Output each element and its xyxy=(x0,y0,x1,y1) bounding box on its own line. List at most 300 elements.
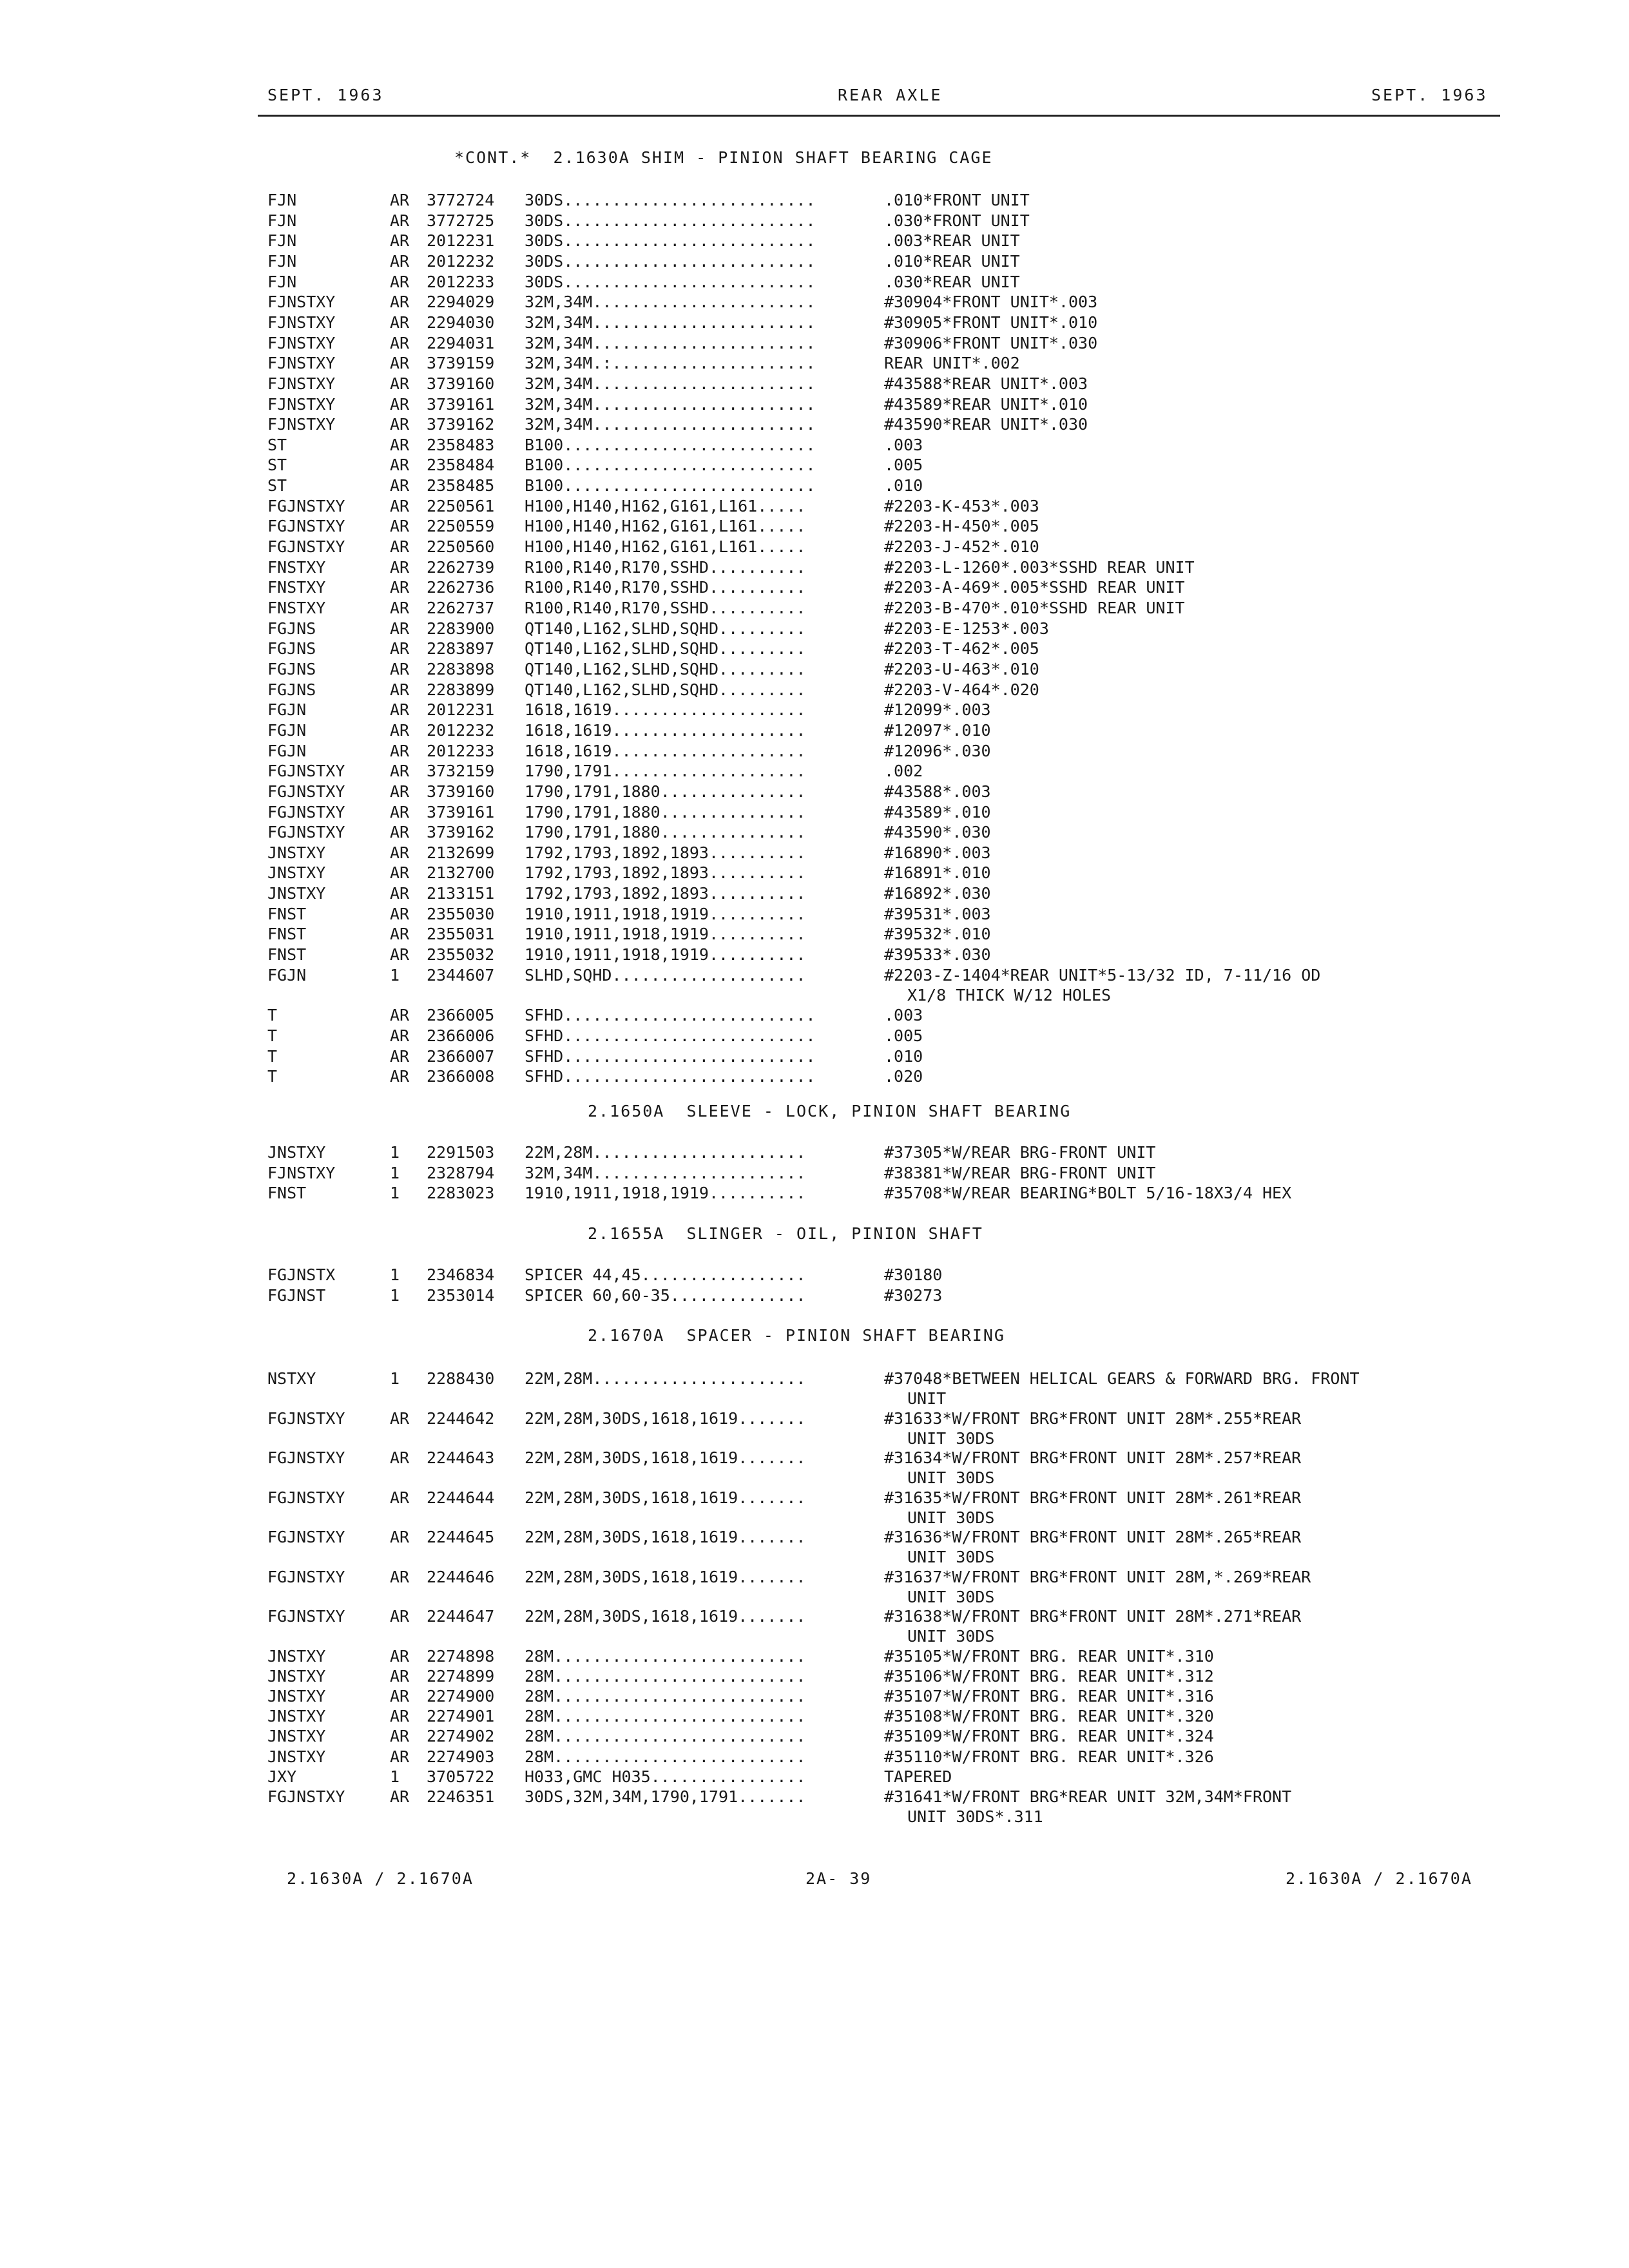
part-number: 2262737 xyxy=(427,599,495,617)
quantity: AR xyxy=(390,1528,410,1546)
application: QT140,L162,SLHD,SQHD......... xyxy=(525,680,806,699)
model-code: FGJNSTXY xyxy=(267,496,345,515)
part-number: 2244643 xyxy=(427,1448,495,1467)
application: 1910,1911,1918,1919.......... xyxy=(525,904,806,923)
note: TAPERED xyxy=(884,1767,952,1786)
table-row xyxy=(0,1026,1629,1046)
table-row xyxy=(0,761,1629,781)
application: 1792,1793,1892,1893.......... xyxy=(525,843,806,862)
note: #35110*W/FRONT BRG. REAR UNIT*.326 xyxy=(884,1747,1214,1766)
table-row xyxy=(0,924,1629,944)
section-title: 2.1670A SPACER - PINION SHAFT BEARING xyxy=(588,1326,1005,1345)
table-row xyxy=(0,1787,1629,1807)
part-number: 2294031 xyxy=(427,333,495,352)
quantity: AR xyxy=(390,272,410,291)
note: #2203-V-464*.020 xyxy=(884,680,1039,699)
application: 32M,34M...................... xyxy=(525,1163,806,1182)
note: #35106*W/FRONT BRG. REAR UNIT*.312 xyxy=(884,1666,1214,1686)
note: .010 xyxy=(884,476,923,495)
part-number: 3772724 xyxy=(427,191,495,209)
quantity: AR xyxy=(390,1006,410,1025)
table-row xyxy=(0,1163,1629,1183)
model-code: FGJNSTXY xyxy=(267,1528,345,1546)
model-code: JNSTXY xyxy=(267,1727,326,1746)
note: #37048*BETWEEN HELICAL GEARS & FORWARD BRG. FRONT xyxy=(884,1369,1360,1388)
quantity: 1 xyxy=(390,1143,400,1162)
table-row xyxy=(0,1527,1629,1547)
quantity: AR xyxy=(390,904,410,923)
table-row xyxy=(0,1488,1629,1508)
application: SFHD.......................... xyxy=(525,1006,816,1025)
table-row xyxy=(0,577,1629,597)
table-row xyxy=(0,312,1629,332)
model-code: T xyxy=(267,1006,278,1025)
note: #35108*W/FRONT BRG. REAR UNIT*.320 xyxy=(884,1707,1214,1726)
note: #2203-J-452*.010 xyxy=(884,537,1039,557)
part-number: 2358485 xyxy=(427,476,495,495)
note: #39533*.030 xyxy=(884,945,991,965)
quantity: AR xyxy=(390,1448,410,1467)
quantity: AR xyxy=(390,231,410,251)
part-number: 2355030 xyxy=(427,904,495,923)
note: #2203-K-453*.003 xyxy=(884,496,1039,515)
application: 32M,34M....................... xyxy=(525,415,816,434)
section-title: 2.1650A SLEEVE - LOCK, PINION SHAFT BEARING xyxy=(588,1102,1072,1120)
model-code: FJNSTXY xyxy=(267,354,336,373)
quantity: AR xyxy=(390,802,410,822)
model-code: T xyxy=(267,1046,278,1066)
quantity: AR xyxy=(390,700,410,720)
note: #31636*W/FRONT BRG*FRONT UNIT 28M*.265*REAR xyxy=(884,1528,1302,1546)
quantity: AR xyxy=(390,191,410,209)
table-row xyxy=(0,1686,1629,1706)
application: R100,R140,R170,SSHD.......... xyxy=(525,578,806,597)
note: #30180 xyxy=(884,1265,943,1284)
note: #43588*.003 xyxy=(884,782,991,801)
application: 22M,28M,30DS,1618,1619....... xyxy=(525,1567,806,1586)
application: 22M,28M,30DS,1618,1619....... xyxy=(525,1488,806,1507)
part-number: 3772725 xyxy=(427,211,495,230)
part-number: 2291503 xyxy=(427,1143,495,1162)
quantity: AR xyxy=(390,619,410,638)
table-row xyxy=(0,659,1629,679)
quantity: AR xyxy=(390,945,410,965)
note-continuation: UNIT 30DS xyxy=(907,1627,995,1646)
quantity: AR xyxy=(390,1787,410,1806)
note: #12099*.003 xyxy=(884,700,991,720)
application: 1790,1791,1880............... xyxy=(525,782,806,801)
part-number: 3739160 xyxy=(427,782,495,801)
quantity: AR xyxy=(390,374,410,393)
application: B100.......................... xyxy=(525,456,816,475)
table-row xyxy=(0,802,1629,822)
part-number: 2012231 xyxy=(427,231,495,251)
model-code: FGJNS xyxy=(267,659,316,678)
model-code: FJNSTXY xyxy=(267,333,336,352)
header-right: SEPT. 1963 xyxy=(1371,86,1488,104)
quantity: AR xyxy=(390,1607,410,1626)
part-number: 2366006 xyxy=(427,1026,495,1045)
note: .010*REAR UNIT xyxy=(884,251,1020,271)
model-code: ST xyxy=(267,476,287,495)
note: #31635*W/FRONT BRG*FRONT UNIT 28M*.261*REAR xyxy=(884,1488,1302,1507)
quantity: AR xyxy=(390,741,410,760)
model-code: JNSTXY xyxy=(267,1646,326,1666)
application: 1618,1619.................... xyxy=(525,700,806,720)
quantity: AR xyxy=(390,394,410,414)
note-continuation: UNIT 30DS xyxy=(907,1508,995,1527)
model-code: FGJNSTXY xyxy=(267,1448,345,1467)
note: .003*REAR UNIT xyxy=(884,231,1020,251)
application: SFHD.......................... xyxy=(525,1046,816,1066)
note: #2203-L-1260*.003*SSHD REAR UNIT xyxy=(884,557,1195,577)
table-row xyxy=(0,1747,1629,1767)
part-number: 2294030 xyxy=(427,312,495,332)
table-row xyxy=(0,1767,1629,1787)
model-code: JXY xyxy=(267,1767,297,1786)
note-continuation: UNIT 30DS xyxy=(907,1468,995,1487)
note: .030*REAR UNIT xyxy=(884,272,1020,291)
quantity: AR xyxy=(390,435,410,454)
model-code: FJN xyxy=(267,191,297,209)
quantity: AR xyxy=(390,762,410,781)
note: #37305*W/REAR BRG-FRONT UNIT xyxy=(884,1143,1156,1162)
section-title: 2.1655A SLINGER - OIL, PINION SHAFT xyxy=(588,1224,983,1243)
model-code: FJN xyxy=(267,231,297,251)
table-row xyxy=(0,333,1629,353)
model-code: JNSTXY xyxy=(267,1686,326,1706)
application: 22M,28M,30DS,1618,1619....... xyxy=(525,1528,806,1546)
note: .020 xyxy=(884,1067,923,1086)
note: #16890*.003 xyxy=(884,843,991,862)
quantity: AR xyxy=(390,599,410,617)
part-number: 2283899 xyxy=(427,680,495,699)
table-row xyxy=(0,292,1629,312)
application: 1790,1791,1880............... xyxy=(525,802,806,822)
model-code: JNSTXY xyxy=(267,1143,326,1162)
model-code: FNSTXY xyxy=(267,578,326,597)
model-code: FJNSTXY xyxy=(267,312,336,332)
table-row xyxy=(0,598,1629,618)
quantity: AR xyxy=(390,1046,410,1066)
part-number: 2288430 xyxy=(427,1369,495,1388)
part-number: 2283023 xyxy=(427,1184,495,1202)
part-number: 2274902 xyxy=(427,1727,495,1746)
part-number: 2012233 xyxy=(427,741,495,760)
quantity: AR xyxy=(390,1666,410,1686)
note: #30904*FRONT UNIT*.003 xyxy=(884,293,1098,312)
model-code: FGJN xyxy=(267,700,307,720)
application: B100.......................... xyxy=(525,476,816,495)
part-number: 2358484 xyxy=(427,456,495,475)
note: #35107*W/FRONT BRG. REAR UNIT*.316 xyxy=(884,1686,1214,1706)
table-row xyxy=(0,231,1629,251)
table-row xyxy=(0,516,1629,536)
quantity: AR xyxy=(390,659,410,678)
note: #43588*REAR UNIT*.003 xyxy=(884,374,1088,393)
table-row xyxy=(0,374,1629,394)
note: .010*FRONT UNIT xyxy=(884,191,1030,209)
note-continuation: UNIT 30DS xyxy=(907,1587,995,1606)
part-number: 2366005 xyxy=(427,1006,495,1025)
quantity: AR xyxy=(390,251,410,271)
application: QT140,L162,SLHD,SQHD......... xyxy=(525,639,806,658)
application: 32M,34M....................... xyxy=(525,394,816,414)
header-rule xyxy=(258,115,1500,117)
application: H033,GMC H035................ xyxy=(525,1767,806,1786)
table-row xyxy=(0,965,1629,985)
application: QT140,L162,SLHD,SQHD......... xyxy=(525,619,806,638)
model-code: FJN xyxy=(267,211,297,230)
application: 28M.......................... xyxy=(525,1707,806,1726)
table-row xyxy=(0,741,1629,761)
part-number: 2283897 xyxy=(427,639,495,658)
part-number: 2262739 xyxy=(427,557,495,577)
note: #31633*W/FRONT BRG*FRONT UNIT 28M*.255*REAR xyxy=(884,1408,1302,1428)
table-row xyxy=(0,863,1629,883)
application: QT140,L162,SLHD,SQHD......... xyxy=(525,659,806,678)
note-continuation: UNIT 30DS*.311 xyxy=(907,1807,1043,1826)
quantity: AR xyxy=(390,1686,410,1706)
application: 30DS.......................... xyxy=(525,231,816,251)
part-number: 2250561 xyxy=(427,496,495,515)
model-code: FGJNSTXY xyxy=(267,823,345,842)
part-number: 2250560 xyxy=(427,537,495,557)
part-number: 3739162 xyxy=(427,823,495,842)
model-code: FJNSTXY xyxy=(267,293,336,312)
quantity: AR xyxy=(390,1567,410,1586)
model-code: FJN xyxy=(267,272,297,291)
table-row xyxy=(0,1726,1629,1746)
model-code: FJN xyxy=(267,251,297,271)
part-number: 2274901 xyxy=(427,1707,495,1726)
table-row xyxy=(0,1666,1629,1686)
note: #35708*W/REAR BEARING*BOLT 5/16-18X3/4 HEX xyxy=(884,1184,1292,1202)
quantity: AR xyxy=(390,680,410,699)
quantity: AR xyxy=(390,578,410,597)
table-row xyxy=(0,414,1629,434)
note: .030*FRONT UNIT xyxy=(884,211,1030,230)
application: R100,R140,R170,SSHD.......... xyxy=(525,557,806,577)
application: SFHD.......................... xyxy=(525,1026,816,1045)
part-number: 2274899 xyxy=(427,1666,495,1686)
application: 28M.......................... xyxy=(525,1747,806,1766)
quantity: AR xyxy=(390,1646,410,1666)
part-number: 2012233 xyxy=(427,272,495,291)
application: 22M,28M...................... xyxy=(525,1143,806,1162)
quantity: AR xyxy=(390,823,410,842)
application: 28M.......................... xyxy=(525,1646,806,1666)
model-code: FGJNSTXY xyxy=(267,782,345,801)
table-row xyxy=(0,700,1629,720)
application: 1618,1619.................... xyxy=(525,741,806,760)
part-number: 2355032 xyxy=(427,945,495,965)
model-code: T xyxy=(267,1026,278,1045)
application: 1792,1793,1892,1893.......... xyxy=(525,884,806,903)
part-number: 2366008 xyxy=(427,1067,495,1086)
quantity: 1 xyxy=(390,1163,400,1182)
model-code: FJNSTXY xyxy=(267,374,336,393)
model-code: FNST xyxy=(267,904,307,923)
quantity: 1 xyxy=(390,965,400,985)
application: 28M.......................... xyxy=(525,1727,806,1746)
model-code: FGJNSTXY xyxy=(267,517,345,536)
model-code: FNST xyxy=(267,945,307,965)
table-row xyxy=(0,1448,1629,1468)
application: 1790,1791.................... xyxy=(525,762,806,781)
model-code: FJNSTXY xyxy=(267,394,336,414)
table-row xyxy=(0,904,1629,924)
model-code: FGJN xyxy=(267,965,307,985)
part-number: 2294029 xyxy=(427,293,495,312)
note: #2203-U-463*.010 xyxy=(884,659,1039,678)
part-number: 2012231 xyxy=(427,700,495,720)
part-number: 2344607 xyxy=(427,965,495,985)
model-code: FJNSTXY xyxy=(267,1163,336,1182)
application: 28M.......................... xyxy=(525,1686,806,1706)
model-code: FGJNSTXY xyxy=(267,1567,345,1586)
model-code: NSTXY xyxy=(267,1369,316,1388)
note-continuation: X1/8 THICK W/12 HOLES xyxy=(907,985,1112,1004)
model-code: FGJNSTXY xyxy=(267,1787,345,1806)
note: #35109*W/FRONT BRG. REAR UNIT*.324 xyxy=(884,1727,1214,1746)
application: SFHD.......................... xyxy=(525,1067,816,1086)
application: 22M,28M,30DS,1618,1619....... xyxy=(525,1448,806,1467)
table-row xyxy=(0,251,1629,271)
model-code: JNSTXY xyxy=(267,1707,326,1726)
note: .010 xyxy=(884,1046,923,1066)
note: .005 xyxy=(884,456,923,475)
part-number: 2346834 xyxy=(427,1265,495,1284)
quantity: AR xyxy=(390,496,410,515)
application: 1910,1911,1918,1919.......... xyxy=(525,945,806,965)
table-row xyxy=(0,883,1629,903)
application: 1618,1619.................... xyxy=(525,720,806,740)
application: 22M,28M...................... xyxy=(525,1369,806,1388)
table-row xyxy=(0,476,1629,495)
model-code: ST xyxy=(267,435,287,454)
note-continuation: UNIT 30DS xyxy=(907,1548,995,1566)
part-number: 2244647 xyxy=(427,1607,495,1626)
application: SLHD,SQHD.................... xyxy=(525,965,806,985)
quantity: AR xyxy=(390,1707,410,1726)
note: REAR UNIT*.002 xyxy=(884,354,1020,373)
quantity: AR xyxy=(390,557,410,577)
model-code: FNSTXY xyxy=(267,599,326,617)
quantity: AR xyxy=(390,211,410,230)
model-code: FGJNSTXY xyxy=(267,1607,345,1626)
model-code: FGJNS xyxy=(267,619,316,638)
table-row xyxy=(0,211,1629,231)
table-row xyxy=(0,1706,1629,1726)
quantity: AR xyxy=(390,925,410,944)
model-code: FGJN xyxy=(267,720,307,740)
part-number: 2353014 xyxy=(427,1285,495,1305)
note: #16891*.010 xyxy=(884,863,991,883)
model-code: FNSTXY xyxy=(267,557,326,577)
table-row xyxy=(0,272,1629,292)
note: #2203-H-450*.005 xyxy=(884,517,1039,536)
note: #30906*FRONT UNIT*.030 xyxy=(884,333,1098,352)
model-code: JNSTXY xyxy=(267,1747,326,1766)
table-row xyxy=(0,1265,1629,1285)
quantity: 1 xyxy=(390,1184,400,1202)
quantity: 1 xyxy=(390,1285,400,1305)
model-code: FNST xyxy=(267,1184,307,1202)
application: 1910,1911,1918,1919.......... xyxy=(525,1184,806,1202)
note: #39531*.003 xyxy=(884,904,991,923)
header-center: REAR AXLE xyxy=(838,86,943,104)
part-number: 3732159 xyxy=(427,762,495,781)
note: #2203-B-470*.010*SSHD REAR UNIT xyxy=(884,599,1185,617)
note: #43589*REAR UNIT*.010 xyxy=(884,394,1088,414)
table-row xyxy=(0,1142,1629,1162)
application: 22M,28M,30DS,1618,1619....... xyxy=(525,1408,806,1428)
part-number: 2132699 xyxy=(427,843,495,862)
model-code: FGJNSTXY xyxy=(267,1488,345,1507)
quantity: AR xyxy=(390,782,410,801)
quantity: AR xyxy=(390,720,410,740)
application: 1792,1793,1892,1893.......... xyxy=(525,863,806,883)
table-row xyxy=(0,843,1629,863)
part-number: 2274900 xyxy=(427,1686,495,1706)
table-row xyxy=(0,1183,1629,1203)
note: #2203-E-1253*.003 xyxy=(884,619,1049,638)
note-continuation: UNIT 30DS xyxy=(907,1428,995,1448)
note: #39532*.010 xyxy=(884,925,991,944)
application: H100,H140,H162,G161,L161..... xyxy=(525,517,806,536)
application: 30DS.......................... xyxy=(525,251,816,271)
quantity: AR xyxy=(390,1488,410,1507)
part-number: 2355031 xyxy=(427,925,495,944)
note: #43590*.030 xyxy=(884,823,991,842)
part-number: 3739159 xyxy=(427,354,495,373)
model-code: FGJN xyxy=(267,741,307,760)
note: #16892*.030 xyxy=(884,884,991,903)
application: 32M,34M....................... xyxy=(525,374,816,393)
header-left: SEPT. 1963 xyxy=(267,86,384,104)
application: 32M,34M....................... xyxy=(525,312,816,332)
part-number: 3739161 xyxy=(427,394,495,414)
application: SPICER 60,60-35.............. xyxy=(525,1285,806,1305)
table-row xyxy=(0,680,1629,700)
application: B100.......................... xyxy=(525,435,816,454)
quantity: AR xyxy=(390,354,410,373)
table-row xyxy=(0,782,1629,802)
table-row xyxy=(0,1046,1629,1066)
model-code: FGJNSTXY xyxy=(267,1408,345,1428)
part-number: 3739160 xyxy=(427,374,495,393)
note: #31641*W/FRONT BRG*REAR UNIT 32M,34M*FRONT xyxy=(884,1787,1292,1806)
quantity: AR xyxy=(390,1408,410,1428)
part-number: 2262736 xyxy=(427,578,495,597)
table-row xyxy=(0,190,1629,210)
quantity: AR xyxy=(390,517,410,536)
quantity: AR xyxy=(390,1067,410,1086)
quantity: 1 xyxy=(390,1767,400,1786)
note: #31638*W/FRONT BRG*FRONT UNIT 28M*.271*REAR xyxy=(884,1607,1302,1626)
note: #2203-T-462*.005 xyxy=(884,639,1039,658)
note: #12096*.030 xyxy=(884,741,991,760)
part-number: 3705722 xyxy=(427,1767,495,1786)
part-number: 2012232 xyxy=(427,251,495,271)
part-number: 2244646 xyxy=(427,1567,495,1586)
quantity: AR xyxy=(390,312,410,332)
note: #31634*W/FRONT BRG*FRONT UNIT 28M*.257*REAR xyxy=(884,1448,1302,1467)
table-row xyxy=(0,1005,1629,1025)
quantity: AR xyxy=(390,843,410,862)
application: 32M,34M....................... xyxy=(525,293,816,312)
